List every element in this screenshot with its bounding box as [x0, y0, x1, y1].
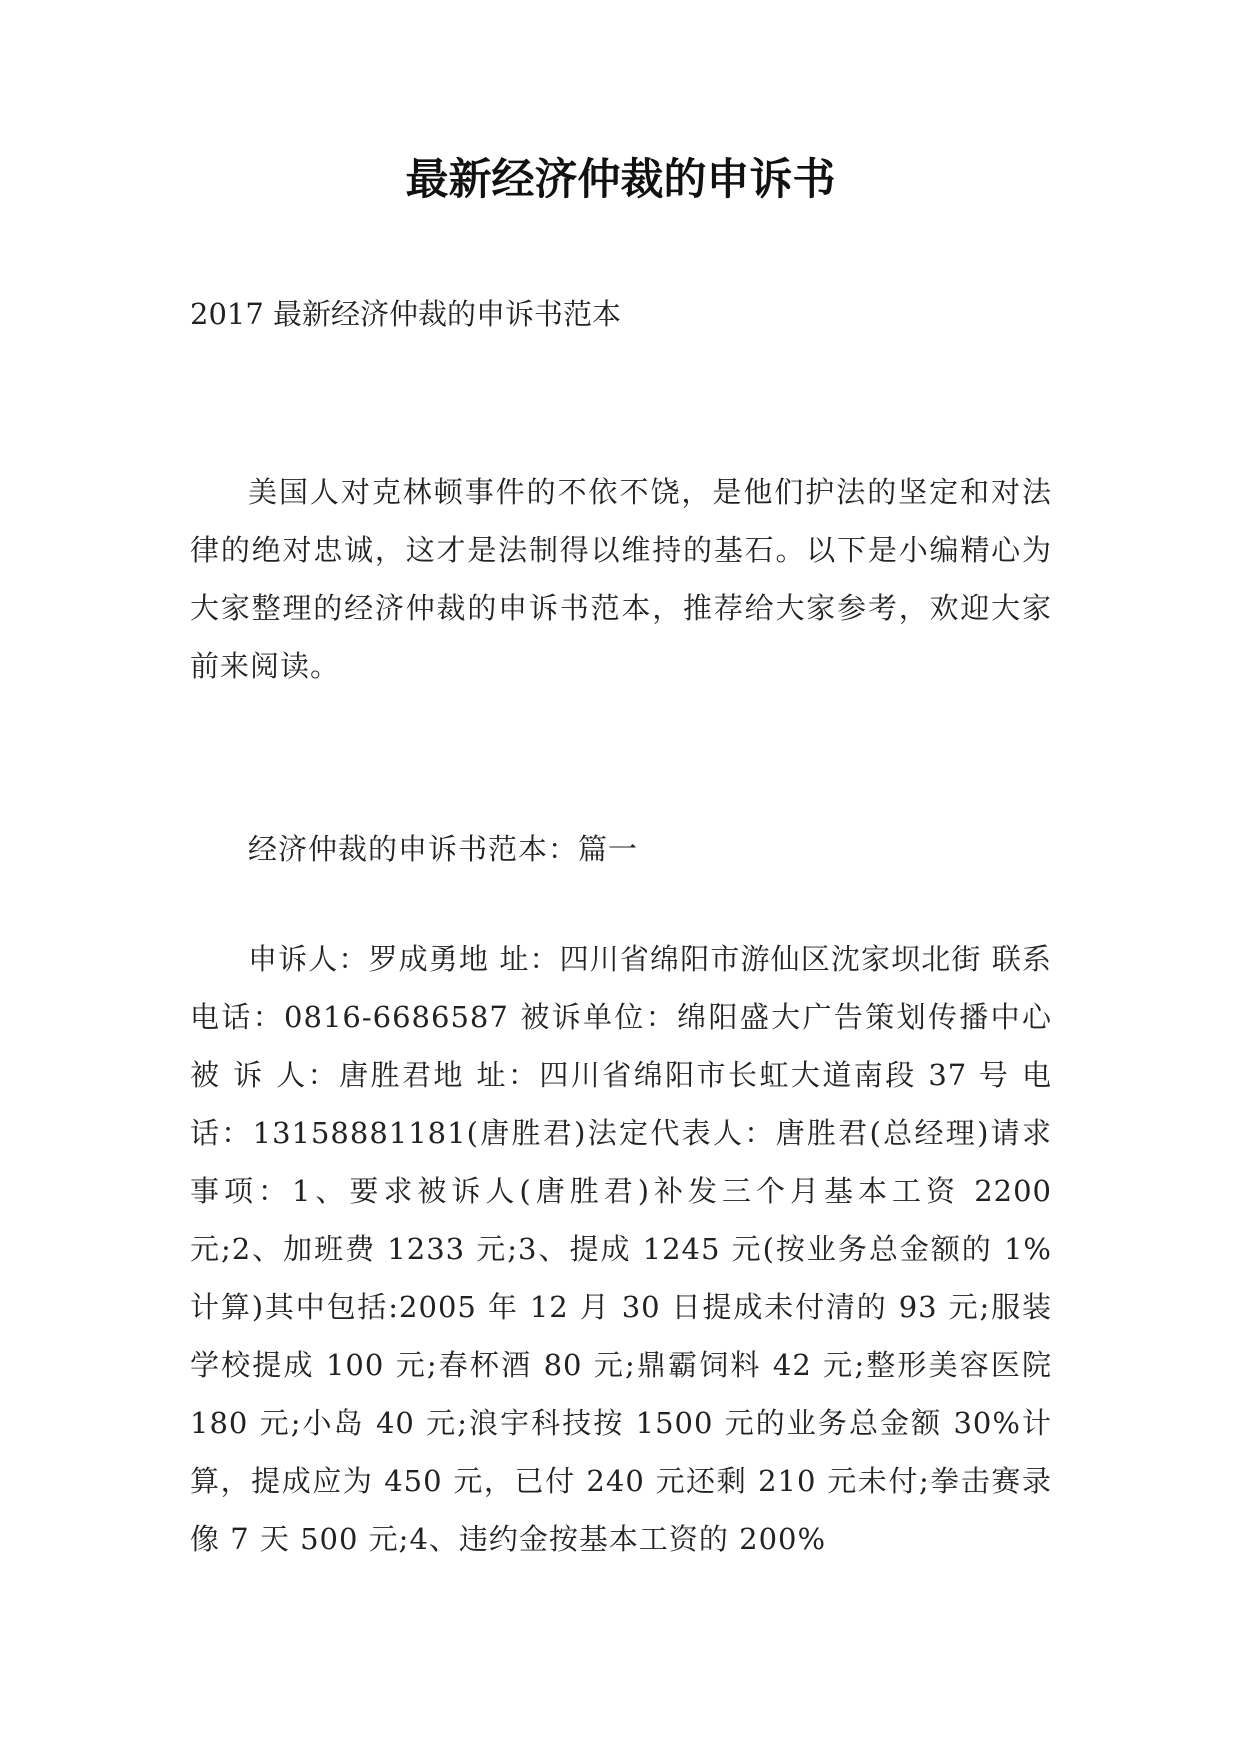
intro-paragraph: 美国人对克林顿事件的不依不饶，是他们护法的坚定和对法律的绝对忠诚，这才是法制得以维持的基石。以下是小编精心为大家整理的经济仲裁的申诉书范本，推荐给大家参考，欢迎大家前来阅读。 [190, 475, 1052, 683]
body-paragraph: 申诉人：罗成勇地 址：四川省绵阳市游仙区沈家坝北街 联系电话：0816-6686587 被诉单位：绵阳盛大广告策划传播中心 被 诉 人：唐胜君地 址：四川省绵阳市长虹大道南段 37 号 电 话：13158881181(唐胜君)法定代表人：唐胜君(总经理)请求事项：1、要求被诉人(唐胜君)补发三个月基本工资 2200 元;2、加班费 1233 元;3、提成 1245 元(按业务总金额的 1%计算)其中包括:2005 年 12 月 30 日提成未付清的 93 元;服装学校提成 100 元;春杯酒 80 元;鼎霸饲料 42 元;整形美容医院 180 元;小岛 40 元;浪宇科技按 1500 元的业务总金额 30%计算，提成应为 450 元，已付 240 元还剩 210 元未付;拳击赛录像 7 天 500 元;4、违约金按基本工资的 200% [190, 942, 1052, 1556]
document-subtitle: 2017 最新经济仲裁的申诉书范本 [190, 297, 622, 331]
document-title: 最新经济仲裁的申诉书 [405, 155, 836, 205]
section-heading: 经济仲裁的申诉书范本：篇一 [248, 832, 639, 866]
